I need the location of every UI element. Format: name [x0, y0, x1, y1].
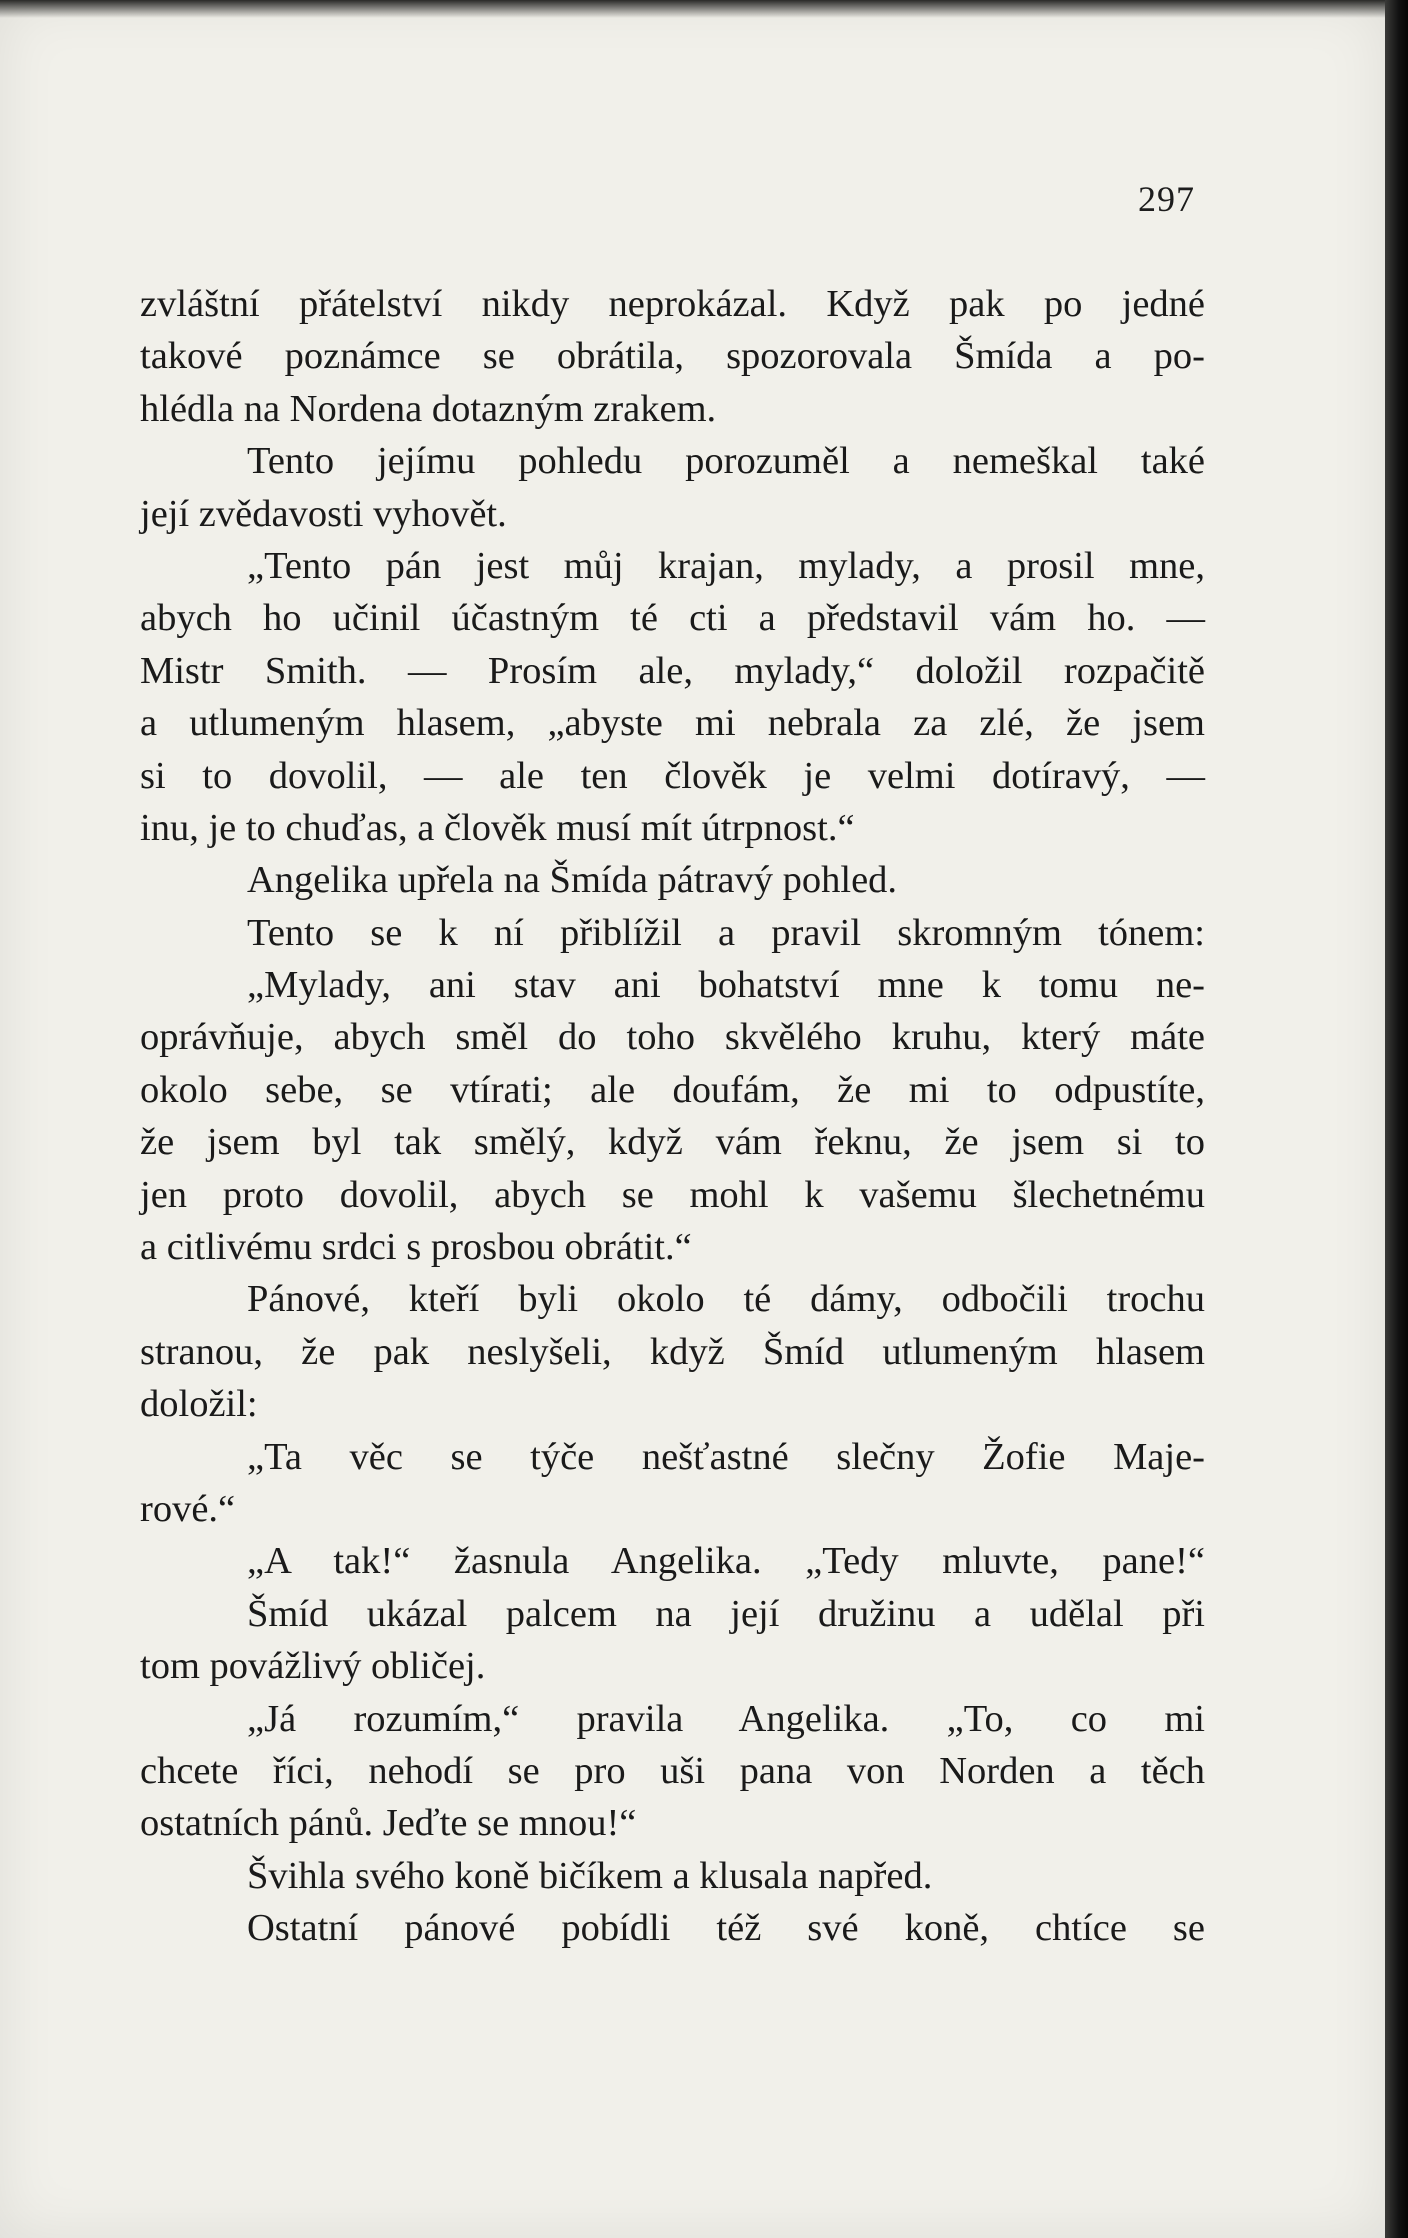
text-line: tom povážlivý obličej.	[140, 1645, 486, 1688]
text-line: doložil:	[140, 1383, 258, 1426]
text-line: inu, je to chuďas, a člověk musí mít útrpnost.“	[140, 806, 855, 849]
text-line: jen proto dovolil, abych se mohl k vašemu šlechetnému	[140, 1173, 1205, 1216]
text-line: Tento jejímu pohledu porozuměl a nemeškal také	[247, 440, 1205, 483]
text-line: stranou, že pak neslyšeli, když Šmíd utlumeným hlasem	[140, 1330, 1205, 1373]
text-line: rové.“	[140, 1487, 236, 1530]
text-line: „Já rozumím,“ pravila Angelika. „To, co mi	[247, 1697, 1205, 1740]
text-line: Švihla svého koně bičíkem a klusala napřed.	[247, 1854, 933, 1897]
scan-top-shadow	[0, 0, 1385, 18]
text-line: hlédla na Nordena dotazným zrakem.	[140, 387, 717, 430]
text-line: ostatních pánů. Jeďte se mnou!“	[140, 1802, 637, 1845]
text-line: Ostatní pánové pobídli též své koně, chtíce se	[247, 1907, 1205, 1950]
text-line: „Tento pán jest můj krajan, mylady, a prosil mne,	[247, 544, 1205, 587]
text-line: „A tak!“ žasnula Angelika. „Tedy mluvte, pane!“	[247, 1540, 1205, 1583]
text-line: Mistr Smith. — Prosím ale, mylady,“ doložil rozpačitě	[140, 649, 1205, 692]
text-line: takové poznámce se obrátila, spozorovala Šmída a po-	[140, 335, 1205, 378]
text-line: oprávňuje, abych směl do toho skvělého kruhu, který máte	[140, 1016, 1205, 1059]
text-line: zvláštní přátelství nikdy neprokázal. Když pak po jedné	[140, 283, 1205, 325]
text-line: a utlumeným hlasem, „abyste mi nebrala za zlé, že jsem	[140, 702, 1205, 745]
text-line: chcete říci, nehodí se pro uši pana von Norden a těch	[140, 1749, 1205, 1792]
text-line: si to dovolil, — ale ten člověk je velmi dotíravý, —	[140, 754, 1205, 797]
text-line: „Ta věc se týče nešťastné slečny Žofie Maje-	[247, 1435, 1205, 1478]
text-line: Angelika upřela na Šmída pátravý pohled.	[247, 859, 898, 902]
text-line: abych ho učinil účastným té cti a představil vám ho. —	[140, 597, 1205, 640]
text-line: „Mylady, ani stav ani bohatství mne k tomu ne-	[247, 964, 1205, 1007]
text-line: Pánové, kteří byli okolo té dámy, odbočili trochu	[247, 1278, 1205, 1321]
text-line: její zvědavosti vyhovět.	[140, 492, 507, 535]
text-line: Šmíd ukázal palcem na její družinu a udělal při	[247, 1592, 1205, 1635]
text-line: Tento se k ní přiblížil a pravil skromným tónem:	[247, 911, 1205, 954]
page-text	[140, 278, 1205, 1955]
text-line: že jsem byl tak smělý, když vám řeknu, že jsem si to	[140, 1121, 1205, 1164]
page-edge-shadow	[1385, 0, 1408, 2238]
page-number: 297	[1138, 179, 1195, 219]
text-line: okolo sebe, se vtírati; ale doufám, že mi to odpustíte,	[140, 1068, 1205, 1111]
text-line: a citlivému srdci s prosbou obrátit.“	[140, 1226, 692, 1269]
